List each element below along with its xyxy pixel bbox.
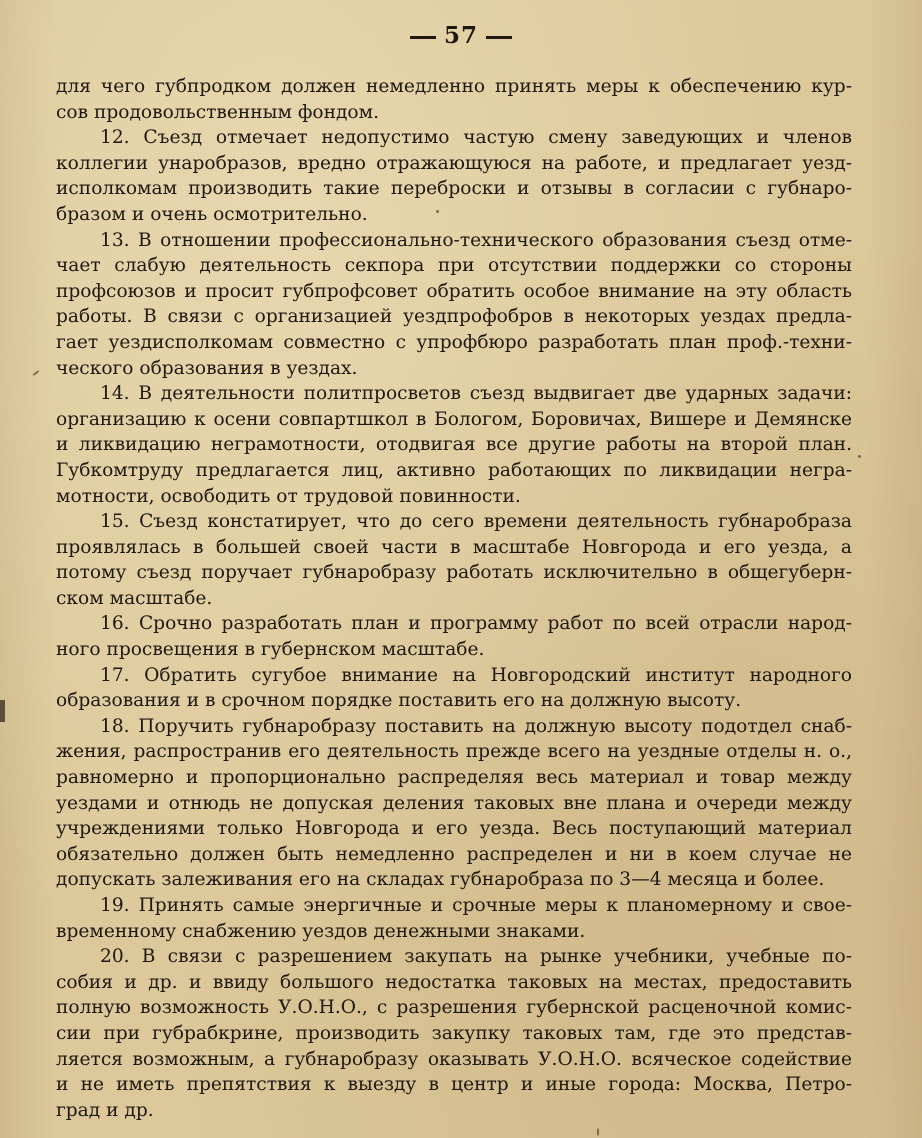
paper-speck (597, 1128, 599, 1136)
text-line: ного просвещения в губернском масштабе. (56, 639, 485, 661)
page-number (0, 22, 922, 49)
text-line: жения, распространив его деятельность прежде всего на уездные отделы н. о., (56, 741, 852, 763)
text-line: уездами и отнюдь не допуская деления таковых вне плана и очереди между (56, 792, 852, 814)
text-line: обязательно должен быть немедленно распределен и ни в коем случае не (56, 843, 852, 865)
paragraph (56, 228, 852, 382)
paragraph (56, 611, 852, 662)
text-line: и не иметь препятствия к выезду в центр и иные города: Москва, Петро- (56, 1074, 852, 1096)
text-line: проявлялась в большей своей части в масштабе Новгорода и его уезда, а (56, 536, 852, 558)
paper-speck (858, 455, 861, 458)
text-line: и ликвидацию неграмотности, отодвигая все другие работы на второй план. (56, 434, 852, 456)
page-number-dash-right (486, 36, 512, 39)
text-line: 20. В связи с разрешением закупать на рынке учебники, учебные по- (100, 946, 852, 968)
text-line: ческого образования в уездах. (56, 357, 358, 379)
text-line: полную возможность У.О.Н.О., с разрешения губернской расценочной комис- (56, 997, 852, 1019)
page-number-dash-left (410, 36, 436, 39)
paragraph (56, 714, 852, 893)
text-line: допускать залеживания его на складах губнаробраза по 3—4 месяца и более. (56, 869, 825, 891)
text-line: коллегии унаробразов, вредно отражающуюся на работе, и предлагает уезд- (56, 152, 852, 174)
text-line: собия и др. и ввиду большого недостатка таковых на местах, предоставить (56, 971, 852, 993)
text-line: потому съезд поручает губнаробразу работать исключительно в общегуберн- (56, 562, 852, 584)
text-line: равномерно и пропорционально распределяя весь материал и товар между (56, 767, 852, 789)
page-number-value: 57 (443, 22, 478, 49)
text-line: для чего губпродком должен немедленно принять меры к обеспечению кур- (56, 76, 852, 97)
text-line: град и др. (56, 1099, 154, 1121)
text-line: ляется возможным, а губнаробразу оказывать У.О.Н.О. всяческое содействие (56, 1048, 852, 1070)
paragraph (56, 893, 852, 944)
paragraph (56, 125, 852, 227)
paper-speck (32, 370, 40, 376)
body-text (56, 74, 852, 1123)
paragraph (56, 663, 852, 714)
text-line: 17. Обратить сугубое внимание на Новгородский институт народного (100, 664, 852, 686)
text-line: бразом и очень осмотрительно. (56, 203, 368, 225)
text-line: 15. Съезд констатирует, что до сего времени деятельность губнаробраза (100, 511, 852, 533)
text-line: Губкомтруду предлагается лиц, активно работающих по ликвидации негра- (56, 459, 852, 481)
text-line: 18. Поручить губнаробразу поставить на должную высоту подотдел снаб- (100, 715, 852, 737)
paragraph (56, 381, 852, 509)
text-line: сии при губрабкрине, производить закупку таковых там, где это представ- (56, 1022, 852, 1044)
text-line: чает слабую деятельность секпора при отсутствии поддержки со стороны (56, 255, 852, 277)
text-line: 12. Съезд отмечает недопустимо частую смену заведующих и членов (100, 127, 852, 149)
text-line: 13. В отношении профессионально-технического образования съезд отме- (100, 229, 852, 251)
text-line: организацию к осени совпартшкол в Бологом, Боровичах, Вишере и Демянске (56, 408, 852, 430)
text-line: исполкомам производить такие переброски и отзывы в согласии с губнаро- (56, 178, 852, 200)
paragraph (56, 944, 852, 1123)
text-line: профсоюзов и просит губпрофсовет обратить особое внимание на эту область (56, 280, 852, 302)
text-line: 16. Срочно разработать план и программу работ по всей отрасли народ- (100, 613, 852, 635)
text-line: временному снабжению уездов денежными знаками. (56, 920, 586, 942)
text-line: образования и в срочном порядке поставить его на должную высоту. (56, 690, 742, 712)
text-line: сов продовольственным фондом. (56, 101, 380, 123)
text-line: гает уездисполкомам совместно с упрофбюро разработать план проф.-техни- (56, 331, 852, 353)
text-line: работы. В связи с организацией уездпрофобров в некоторых уездах предла- (56, 306, 852, 328)
text-line: учреждениями только Новгорода и его уезда. Весь поступающий материал (56, 818, 852, 840)
text-line: 14. В деятельности политпросветов съезд выдвигает две ударных задачи: (100, 383, 852, 405)
paragraph (56, 74, 852, 125)
paragraph (56, 509, 852, 611)
page-edge-mark (0, 700, 5, 722)
text-line: 19. Принять самые энергичные и срочные меры к планомерному и свое- (100, 895, 852, 916)
text-line: ском масштабе. (56, 587, 213, 609)
text-line: мотности, освободить от трудовой повинности. (56, 485, 521, 507)
paper-speck (436, 210, 439, 213)
